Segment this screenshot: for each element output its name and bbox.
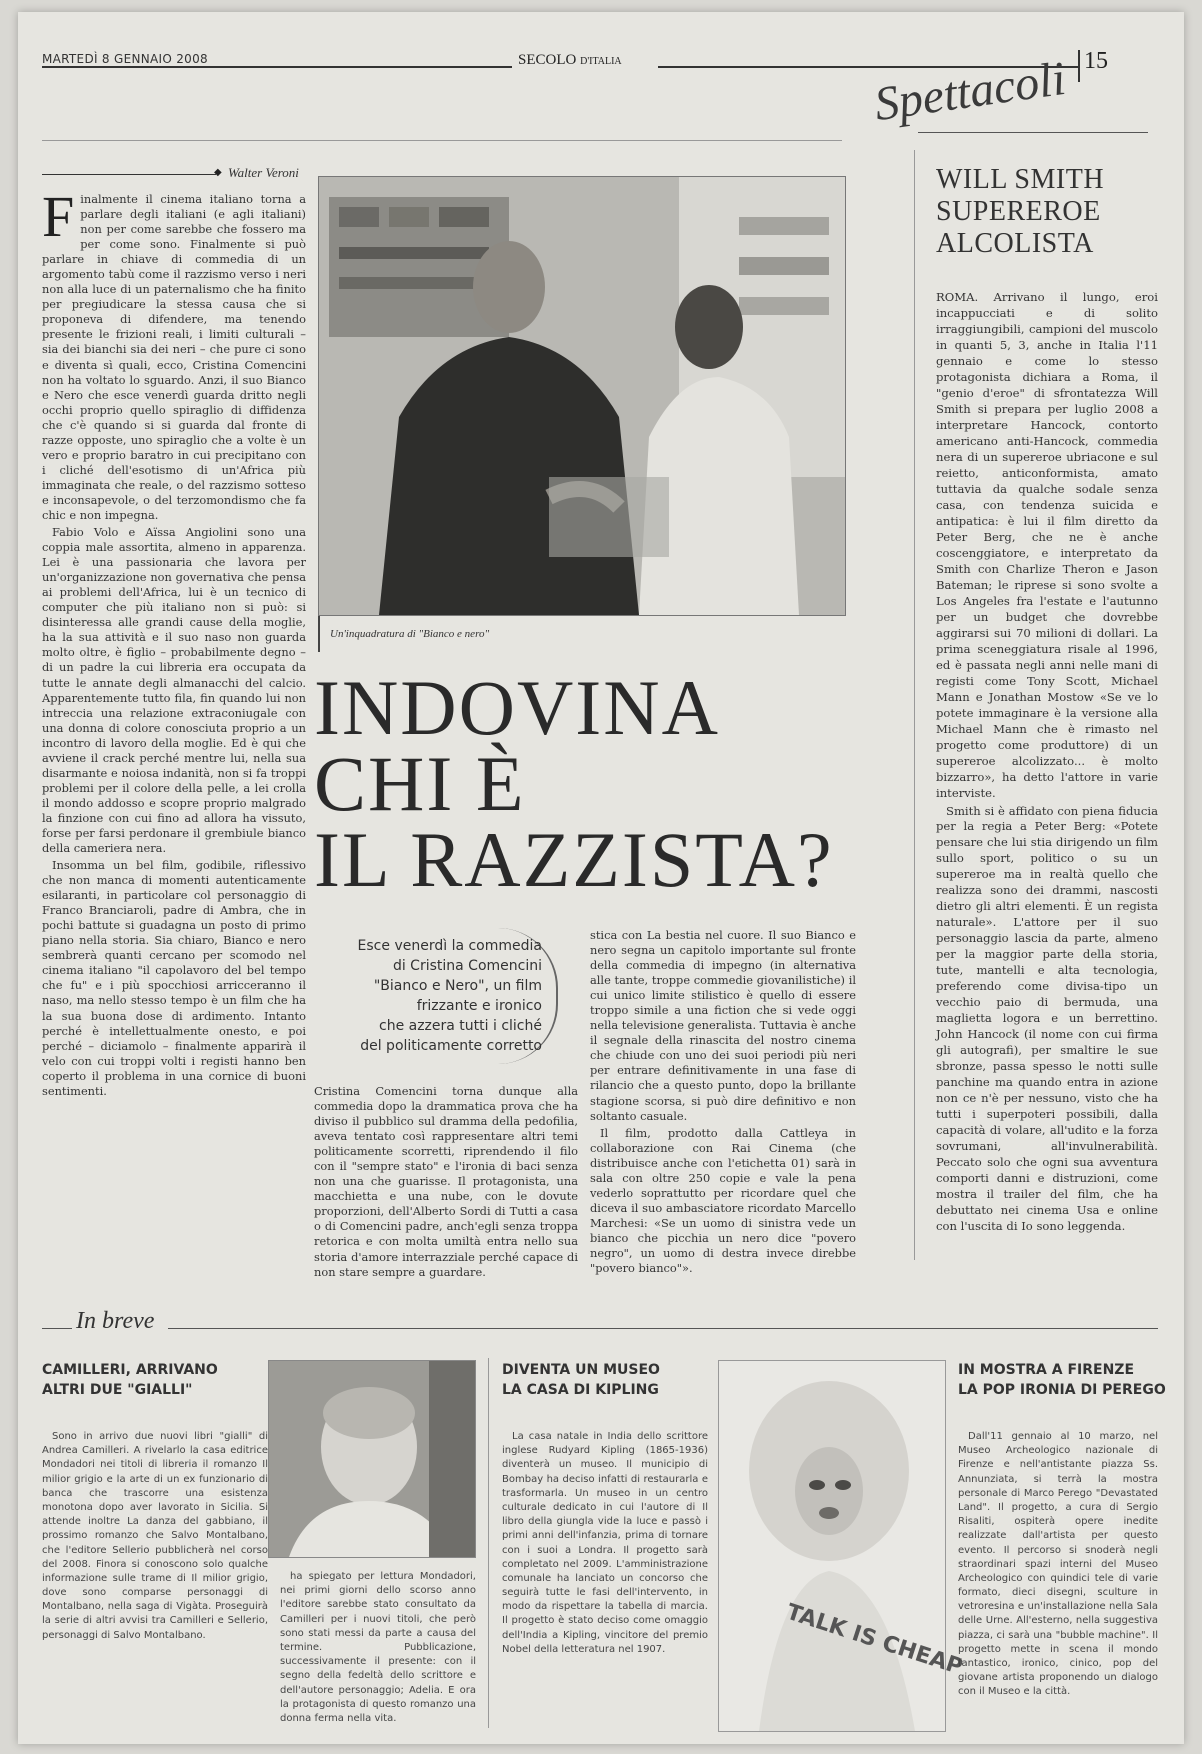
brief-title: [502, 1360, 702, 1400]
sidebar-title-line: WILL SMITH: [936, 164, 1105, 195]
byline: Walter Veroni: [228, 165, 299, 180]
brief-text: [42, 1430, 268, 1730]
byline-diamond-icon: ◆: [214, 167, 222, 178]
brief-text: [502, 1430, 708, 1730]
brief-paragraph: ha spiegato per lettura Mondadori, nei primi giorni dello scorso anno l'editore sarebbe stato consultato da Camilleri per i nuovi titoli, che però sono stati messi da parte a causa del termine. Pubblicazione, successivamente il presente: con il segno della fedeltà dello scrittore e dell'autore personaggio; Adelia. E ora la protagonista di questo romanzo una donna ferma nella vita.: [280, 1571, 476, 1724]
brief-title: [958, 1360, 1168, 1400]
standfirst-line: del politicamente corretto: [360, 1038, 542, 1054]
sidebar-title: [936, 164, 1156, 260]
page-number: 15: [1084, 48, 1108, 74]
standfirst: [336, 936, 542, 1056]
headline-line: CHI È: [314, 740, 526, 827]
photo-caption: Un'inquadratura di "Bianco e nero": [330, 628, 490, 640]
standfirst-line: di Cristina Comencini: [392, 958, 542, 974]
brief-title-line: DIVENTA UN MUSEO: [502, 1362, 660, 1378]
article-paragraph: stica con La bestia nel cuore. Il suo Bianco e nero segna un capitolo importante sul fronte della commedia di impegno (in alternativa alle tante, troppe commedie giovanilistiche) il cui unico limite stilistico è quello di essere troppo simile a una fiction che si vede oggi nella televisione generalista. Tuttavia è anche il segnale della rinascita del nostro cinema che chiude con uno dei suoi periodi più neri per entrare definitivamente in una fase di rilancio che a questo punto, dopo la brillante stagione scorsa, si può dire definitivo e non soltanto casuale.: [590, 928, 857, 1123]
sidebar-title-line: SUPEREROE: [936, 196, 1101, 227]
brief-title-line: LA POP IRONIA DI PEREGO: [958, 1382, 1166, 1398]
artwork-illustration: [719, 1361, 966, 1731]
caption-marker: [318, 616, 320, 652]
camilleri-photo: [268, 1360, 476, 1558]
article-paragraph: Fabio Volo e Aïssa Angiolini sono una coppia male assortita, almeno in apparenza. Lei è una passionaria che lavora per un'organizzazione non governativa che pensa ai problemi dell'Africa, lui è un tecnico di computer che più italiano non si può: si disinteressa alle grandi cause della moglie, ha la sua attività e il suo naso non guarda molto oltre, è figlio – probabilmente degno – di un padre la cui libreria era occupata da tutte le annate degli almanacchi del calcio. Apparentemente tutto fila, fin quando lui non intreccia una relazione extraconiugale con una donna di colore conosciuta proprio a un incontro di lavoro della moglie. Ed è qui che avviene il crack perché mentre lui, nella sua disarmante e noiosa indanità, non si fa troppi problemi per il colore della pelle, a lei crolla il mondo addosso e scopre proprio malgrado la finzione con cui fino ad allora ha vissuto, forse per farsi perdonare il grembiule bianco della cameriera nera.: [42, 525, 306, 856]
brief-title-line: IN MOSTRA A FIRENZE: [958, 1362, 1135, 1378]
page-number-divider: [1078, 50, 1080, 82]
headline-line: IL RAZZISTA?: [314, 816, 834, 903]
perego-artwork-photo: [718, 1360, 966, 1732]
sidebar-text: [936, 290, 1158, 1260]
in-breve-label: In breve: [76, 1308, 155, 1334]
sidebar-paragraph: Smith si è affidato con piena fiducia per la regia a Peter Berg: «Potete pensare che lui stia dirigendo un film sullo sport, politico o su un supereroe ma in realtà quello che realizza sono dei drammi, nascosti dietro gli altri elementi. È un regista naturale». L'attore per il suo personaggio lascia da parte, almeno per la maggior parte della storia, tute, mantelli e alta tecnologia, preferendo come divisa-tipo un vecchio paio di bermuda, una maglietta logora e un berrettino. John Hancock (il nome con cui firma gli autografi), per smaltire le sue sbronze, passa spesso le notti sulle panchine ma quando entra in azione non ce n'è per nessuno, visto che ha tutti i superpoteri possibili, dalla capacità di volare, all'udito e la forza sovrumani, all'invulnerabilità. Peccato solo che ogni sua avventura comporti danni e distruzioni, come mostra il trailer del film, che ha debuttato nei cinema Usa e online con l'uscita di Io sono leggenda.: [936, 803, 1158, 1234]
brief-title-line: LA CASA DI KIPLING: [502, 1382, 659, 1398]
issue-date: MARTEDÌ 8 GENNAIO 2008: [42, 52, 208, 66]
article-paragraph: Cristina Comencini torna dunque alla commedia dopo la drammatica prova che ha diviso il pubblico sul dramma della pedofilia, aveva tentato così rappresentare altri temi politicamente scorretti, riprendendo il filo con il "sempre stato" e l'ironia di baci senza non una che guarisse. Il protagonista, una macchietta e una nube, con le dovute proporzioni, dell'Alberto Sordi di Tutti a casa o di Comencini padre, anch'egli senza troppa retorica e con molta umiltà entra nello sua storia d'amore interrazziale perché capace di non stare sempre a guardare.: [314, 1084, 578, 1279]
brief-title-line: ALTRI DUE "GIALLI": [42, 1382, 193, 1398]
brief-text: [958, 1430, 1158, 1730]
newspaper-page: [18, 12, 1184, 1744]
brief-paragraph: Sono in arrivo due nuovi libri "gialli" di Andrea Camilleri. A rivelarlo la casa editrice Mondadori nei titoli di libreria il romanzo Il milior grigio e la arte di un ex funzionario di banca che trascorre una esistenza monotona dopo aver lavorato in Sicilia. Si attende inoltre La danza del gabbiano, il prossimo romanzo che Salvo Montalbano, che l'editore Sellerio pubblicherà nel corso del 2008. Finora si conoscono solo qualche informazione sulle trame di Il milior grigio, dove sono comparse personaggi di Montalbano, nella saga di Vigàta. Proseguirà la serie di altri avvisi tra Camilleri e Sellerio, personaggi di Salvo Montalbano.: [42, 1431, 268, 1641]
brief-title: [42, 1360, 242, 1400]
portrait-illustration: [269, 1361, 475, 1557]
in-breve-rule: [168, 1328, 1158, 1329]
brief-text-continued: [280, 1570, 476, 1730]
headline-line: INDOVINA: [314, 664, 720, 751]
article-column-3: [590, 928, 857, 1276]
in-breve-rule-left: [42, 1328, 72, 1329]
poster-text: TALK IS CHEAP: [783, 1599, 966, 1681]
standfirst-line: Esce venerdì la commedia: [357, 938, 542, 954]
article-paragraph: Insomma un bel film, godibile, riflessivo che non manca di momenti autenticamente esilaranti, in particolare col personaggio di Franco Branciaroli, padre di Ambra, che in pochi battute si guadagna un posto di primo piano nella storia. Sia chiaro, Bianco e nero sembrerà quanti cercano per scomodo nel cinema italiano "il capolavoro del bel tempo che fu" e i più spocchiosi arricceranno il naso, ma nello stesso tempo è un film che ha la sua buona dose di ardimento. Intanto perché è intellettualmente onesto, e poi perché – diciamolo – finalmente apparirà il velo con cui troppi volti i registi hanno ben coperto il problema in una cornice di buoni sentimenti.: [42, 858, 306, 1098]
dropcap: F: [42, 184, 75, 249]
brief-divider: [488, 1358, 489, 1728]
masthead-rule: [42, 66, 512, 68]
sidebar-top-rule: [918, 132, 1148, 133]
brief-title-line: CAMILLERI, ARRIVANO: [42, 1362, 218, 1378]
byline-rule: [42, 174, 216, 175]
film-still-illustration: [319, 177, 845, 615]
sidebar-divider: [914, 150, 915, 1260]
standfirst-line: "Bianco e Nero", un film: [373, 978, 542, 994]
standfirst-line: frizzante e ironico: [416, 998, 542, 1014]
headline: [314, 664, 854, 903]
section-title: Spettacoli: [871, 51, 1069, 132]
article-column-2: [314, 1084, 578, 1279]
brief-paragraph: La casa natale in India dello scrittore inglese Rudyard Kipling (1865-1936) diventerà un museo. Il municipio di Bombay ha deciso infatti di restaurarla e trasformarla. Un museo in un centro culturale dedicato in cui l'autore di Il libro della giungla vide la luce e passò i primi anni dell'infanzia, prima di tornare con i suoi a Londra. Il progetto sarà completato nel 2009. L'amministrazione comunale ha lanciato un concorso che seguirà tutte le fasi dell'intervento, in modo da rispettare la tabella di marcia. Il progetto è stato deciso come omaggio dell'India a Kipling, vincitore del premio Nobel della letteratura nel 1907.: [502, 1431, 708, 1655]
article-paragraph: Il film, prodotto dalla Cattleya in collaborazione con Rai Cinema (che distribuisce anche con l'etichetta 01) sarà in sala con oltre 250 copie e vale la pena vederlo soprattutto per ricordare quel che diceva il suo ambasciatore ricordato Marcello Marchesi: «Se un uomo di sinistra vede un bianco che picchia un nero dice "povero negro", un uomo di destra invece direbbe "povero bianco"».: [590, 1125, 856, 1276]
sidebar-title-line: ALCOLISTA: [936, 228, 1094, 259]
film-still-photo: [318, 176, 846, 616]
sidebar-paragraph: ROMA. Arrivano il lungo, eroi incappucciati e di solito irraggiungibili, campioni del muscolo in quanti 5, 3, anche in Italia l'11 gennaio e come lo stesso protagonista dichiara a Roma, il "genio d'eroe" di sfrontatezza Will Smith si prepara per luglio 2008 a interpretare Hancock, contorto americano anti-Hancock, commedia nera di un supereroe ubriacone e sul reietto, anticonformista, amato tuttavia da qualche sodale senza casa, con tendenza suicida e antipatica: è lui il film diretto da Peter Berg, che ne è anche coscenggiatore, e interpretato da Smith con Charlize Theron e Jason Bateman; le riprese si sono svolte a Los Angeles fra l'estate e l'autunno per un budget che dovrebbe aggirarsi sui 70 milioni di dollari. La prima sceneggiatura risale al 1996, ed è passata negli anni nelle mani di registi come Tony Scott, Michael Mann e Jonathan Mostow «Se ve lo potete immaginare è la versione alla Michael Mann che è rimasto nel progetto come produttore) di un supereroe alcolizzato... è molto bizzarro», ha detto l'attore in varie interviste.: [936, 290, 1158, 800]
brief-paragraph: Dall'11 gennaio al 10 marzo, nel Museo Archeologico nazionale di Firenze e nell'antistante piazza Ss. Annunziata, si terrà la mostra personale di Marco Perego "Devastated Land". Il progetto, a cura di Sergio Risaliti, ospiterà opere inedite realizzate dall'artista per questo evento. Il percorso si snoderà negli straordinari spazi interni del Museo Archeologico con quindici tele di varie formato, dieci disegni, sculture in vetroresina e un'installazione nella Sala delle Urne. All'esterno, nella suggestiva piazza, ci sarà una "bubble machine". Il progetto mette in scena il mondo fantastico, ironico, cinico, pop del giovane artista proponendo un dialogo con il Museo e la città.: [958, 1431, 1158, 1698]
standfirst-line: che azzera tutti i cliché: [379, 1018, 542, 1034]
newspaper-name: SECOLO D'ITALIA: [518, 52, 622, 68]
article-column-1: [42, 184, 306, 1262]
article-paragraph: inalmente il cinema italiano torna a parlare degli italiani (e agli italiani) non per come sarebbe che fossero ma per come sono. Finalmente si può parlare in chiave di commedia di un argomento tabù come il razzismo verso i neri non alla luce di un paternalismo che ha finito per pregiudicare la stessa causa che si proponeva di difendere, ma tenendo presente le frizioni reali, i limiti culturali – sia dei bianchi sia dei neri – che pure ci sono e diventa sì quali, ecco, Cristina Comencini non ha voltato lo sguardo. Anzi, il suo Bianco e Nero che esce venerdì guarda dritto negli occhi proprio quello spiraglio di diffidenza che c'è quando si si guarda dal fronte di razze opposte, uno spiraglio che a volte è un vero e proprio baratro in cui precipitano con i cliché dell'esotismo di un'Africa più immaginata che reale, o del razzismo sotteso e inconsapevole, o del terzomondismo che fa chic e non impegna.: [42, 192, 306, 522]
top-rule: [42, 140, 842, 141]
